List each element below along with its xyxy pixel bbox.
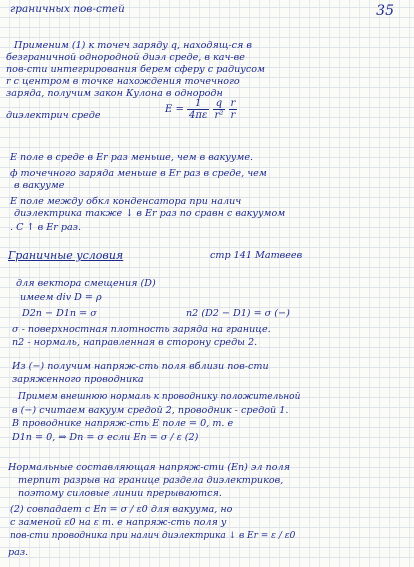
text-line: Нормальные составляющая напряж-сти (En) эл поля [8, 462, 290, 473]
coulomb-formula [165, 98, 237, 121]
formula-coef-den: 4πε [189, 110, 208, 121]
equation: D1n = 0, ⇒ Dn = σ если En = σ / ε (2) [12, 432, 199, 443]
formula-q-den: r² [214, 110, 224, 121]
text-line: Примем внешнюю нормаль к проводнику положительной [18, 392, 301, 402]
text-line: в вакууме [14, 180, 65, 191]
text-line: σ - поверхностная плотность заряда на границе. [12, 324, 271, 335]
text-line: n2 - нормаль, направленная в сторону среды 2. [12, 337, 258, 348]
text-line: пов-сти проводника при налич диэлектрика ↓ в Er = ε / ε0 [10, 531, 296, 541]
text-line: Применим (1) к точеч заряду q, находящ-ся в [14, 40, 253, 51]
page-number: 35 [376, 3, 394, 19]
formula-q-num: q [213, 98, 226, 110]
text-line: Е поле между обкл конденсатора при налич [10, 196, 242, 207]
text-line: (2) совпадает с En = σ / ε0 для вакуума, но [10, 504, 233, 515]
text-line: поэтому силовые линии прерываются. [18, 488, 222, 499]
text-line: заряженного проводника [12, 374, 144, 385]
text-line: . С ↑ в Er раз. [10, 222, 81, 233]
text-line: безграничной однородной диэл среде, в кач-ве [6, 52, 245, 63]
text-line: с заменой ε0 на ε т. е напряж-сть поля у [10, 517, 227, 528]
text-line: Из (−) получим напряж-сть поля вблизи пов-сти [12, 361, 269, 372]
top-heading: граничных пов-стей [10, 3, 125, 15]
text-line: для вектора смещения (D) [16, 278, 156, 289]
equation: n2 (D2 − D1) = σ (−) [186, 308, 290, 319]
text-line: пов-сти интегрирования берем сферу с радиусом [6, 64, 265, 75]
formula-r-num: r [230, 98, 236, 109]
text-line: ф точечного заряда меньше в Er раз в среде, чем [10, 168, 267, 179]
text-line: Е поле в среде в Er раз меньше, чем в вакууме. [10, 152, 254, 163]
reference-note: стр 141 Матвеев [210, 250, 303, 261]
text-line: r с центром в точке нахождения точечного [6, 76, 240, 87]
text-line: В проводнике напряж-сть Е поле = 0, т. е [12, 418, 234, 429]
section-title: Граничные условия [8, 249, 124, 262]
text-line: в (−) считаем вакуум средой 2, проводник - средой 1. [12, 405, 289, 416]
text-line: диэлектрич среде [6, 110, 101, 121]
text-line: диэлектрика также ↓ в Er раз по сравн с вакуумом [14, 208, 286, 219]
formula-coef-num: 1 [187, 98, 209, 110]
text-line: раз. [8, 547, 29, 558]
text-line: имеем div D = ρ [20, 292, 102, 303]
equation: D2n − D1n = σ [22, 308, 97, 319]
text-line: заряда, получим закон Кулона в однородн [6, 88, 223, 99]
formula-r-den: r [230, 110, 236, 121]
text-line: терпит разрыв на границе раздела диэлектриков, [18, 475, 284, 486]
formula-lhs: E = [165, 104, 184, 115]
